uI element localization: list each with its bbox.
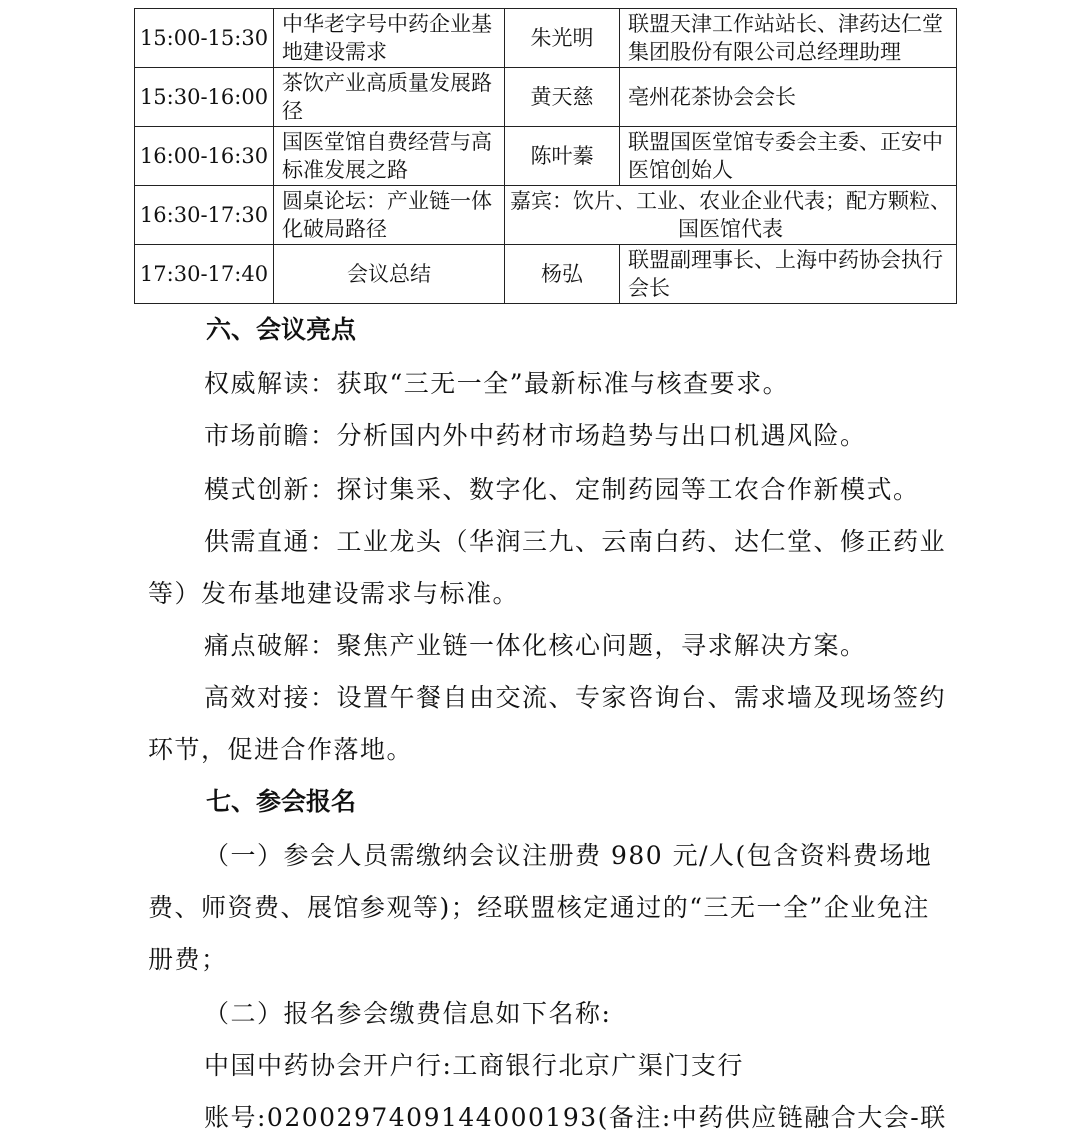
highlight-item: 痛点破解：聚焦产业链一体化核心问题，寻求解决方案。: [204, 631, 867, 660]
schedule-speaker-title: 联盟国医堂馆专委会主委、正安中医馆创始人: [620, 127, 957, 186]
schedule-topic: 会议总结: [274, 245, 505, 304]
schedule-speaker: 黄天慈: [505, 68, 620, 127]
table-row: [135, 68, 957, 127]
table-row: [135, 9, 957, 68]
highlight-item: 权威解读：获取“三无一全”最新标准与核查要求。: [204, 369, 790, 398]
schedule-speaker-title: 联盟天津工作站站长、津药达仁堂集团股份有限公司总经理助理: [620, 9, 957, 68]
table-row: [135, 127, 957, 186]
section-heading-registration: 七、参会报名: [206, 787, 357, 816]
account-info: 账号:0200297409144000193(备注:中药供应链融合大会-联: [204, 1103, 947, 1132]
schedule-speaker-title: 亳州花茶协会会长: [620, 68, 957, 127]
schedule-topic: 国医堂馆自费经营与高标准发展之路: [274, 127, 505, 186]
schedule-speaker: 朱光明: [505, 9, 620, 68]
schedule-topic: 圆桌论坛：产业链一体化破局路径: [274, 186, 505, 245]
schedule-topic: 茶饮产业高质量发展路径: [274, 68, 505, 127]
registration-fee-paragraph: （一）参会人员需缴纳会议注册费 980 元/人(包含资料费场地费、师资费、展馆参观等)；经联盟核定通过的“三无一全”企业免注册费；: [148, 841, 933, 974]
schedule-time: 17:30-17:40: [135, 245, 274, 304]
bank-info: 中国中药协会开户行:工商银行北京广渠门支行: [204, 1051, 744, 1080]
schedule-time: 16:00-16:30: [135, 127, 274, 186]
schedule-time: 16:30-17:30: [135, 186, 274, 245]
schedule-topic: 中华老字号中药企业基地建设需求: [274, 9, 505, 68]
highlight-item: 高效对接：设置午餐自由交流、专家咨询台、需求墙及现场签约环节，促进合作落地。: [148, 683, 947, 764]
section-heading-highlights: 六、会议亮点: [206, 315, 357, 344]
table-row: [135, 186, 957, 245]
schedule-time: 15:30-16:00: [135, 68, 274, 127]
schedule-speaker: 杨弘: [505, 245, 620, 304]
highlight-item: 模式创新：探讨集采、数字化、定制药园等工农合作新模式。: [204, 475, 920, 504]
schedule-speaker: 陈叶蓁: [505, 127, 620, 186]
highlight-item: 供需直通：工业龙头（华润三九、云南白药、达仁堂、修正药业等）发布基地建设需求与标准。: [148, 527, 947, 608]
schedule-guests: 嘉宾：饮片、工业、农业企业代表；配方颗粒、国医馆代表: [505, 186, 957, 245]
schedule-table: [134, 8, 957, 304]
schedule-time: 15:00-15:30: [135, 9, 274, 68]
payment-intro: （二）报名参会缴费信息如下名称:: [204, 999, 612, 1028]
highlight-item: 市场前瞻：分析国内外中药材市场趋势与出口机遇风险。: [204, 421, 867, 450]
table-row: [135, 245, 957, 304]
schedule-speaker-title: 联盟副理事长、上海中药协会执行会长: [620, 245, 957, 304]
